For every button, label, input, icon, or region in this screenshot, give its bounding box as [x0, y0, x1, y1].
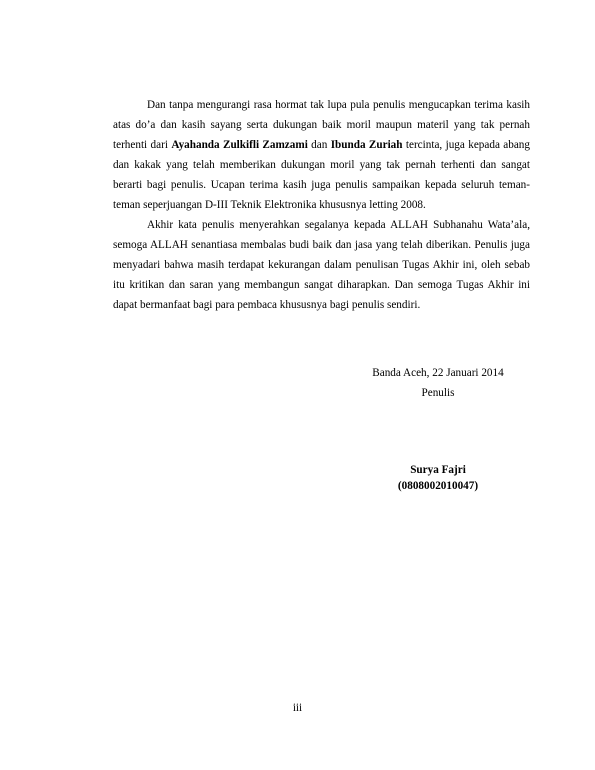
- paragraph-acknowledgement: [113, 95, 530, 215]
- paragraph-1-part-1: Dan tanpa mengurangi rasa hormat tak lupa pula penulis mengucapkan terima kasih atas do’a dan kasih sayang serta dukungan baik moril maupun materil yang tak pernah terhenti dari: [113, 99, 530, 151]
- mother-name: Ibunda Zuriah: [330, 139, 403, 151]
- paragraph-1-part-2: dan: [307, 139, 331, 151]
- signature-place-date: Banda Aceh, 22 Januari 2014: [372, 367, 504, 379]
- signature-student-id: (0808002010047): [397, 480, 479, 492]
- father-name: Ayahanda Zulkifli Zamzami: [171, 139, 308, 151]
- paragraph-1-part-3: tercinta, juga kepada abang dan kakak yang telah memberikan dukungan moril yang tak pernah terhenti dan sangat berarti bagi penulis. Ucapan terima kasih juga penulis sampaikan kepada seluruh teman-teman seperjuangan D-III Teknik Elektronika khususnya letting 2008.: [113, 139, 530, 211]
- paragraph-closing: Akhir kata penulis menyerahkan segalanya kepada ALLAH Subhanahu Wata’ala, semoga ALLAH senantiasa membalas budi baik dan jasa yang telah diberikan. Penulis juga menyadari bahwa masih terdapat kekurangan dalam penulisan Tugas Akhir ini, oleh sebab itu kritikan dan saran yang membangun sangat diharapkan. Dan semoga Tugas Akhir ini dapat bermanfaat bagi para pembaca khususnya bagi penulis sendiri.: [113, 219, 530, 311]
- signature-role: Penulis: [421, 387, 455, 399]
- body-text: [113, 95, 530, 315]
- page-number: iii: [292, 702, 303, 714]
- signature-name: Surya Fajri: [410, 464, 466, 476]
